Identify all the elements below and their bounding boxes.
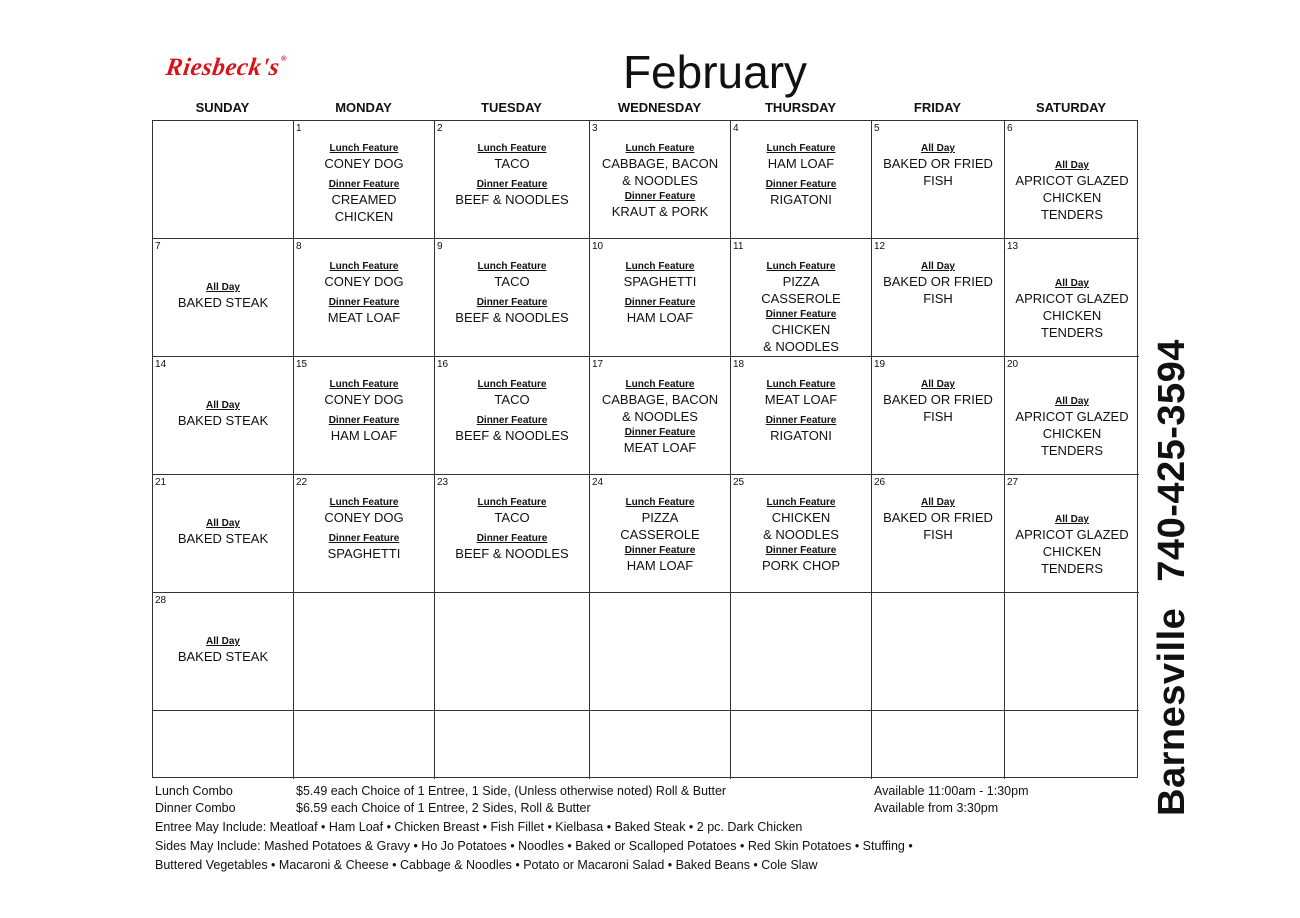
lunch-feature-label: Lunch Feature — [329, 379, 399, 390]
day-number: 24 — [592, 477, 604, 488]
day-menu — [872, 142, 1004, 189]
day-number: 13 — [1007, 241, 1019, 252]
dinner-feature-label: Dinner Feature — [476, 533, 548, 544]
calendar-day-cell — [872, 593, 1005, 711]
calendar-day-cell — [590, 711, 731, 779]
location-name: Barnesville — [1151, 607, 1193, 816]
all-day-label: All Day — [206, 400, 240, 411]
dinner-combo-label: Dinner Combo — [155, 801, 236, 815]
day-menu — [153, 399, 293, 429]
dinner-dish: BEEF & NOODLES — [455, 546, 569, 561]
day-menu — [731, 142, 871, 208]
lunch-dish: CHICKEN & NOODLES — [763, 510, 839, 542]
dinner-dish: PORK CHOP — [761, 558, 840, 573]
lunch-dish: TACO — [494, 156, 530, 171]
all-day-label: All Day — [921, 261, 955, 272]
calendar-day-cell — [1005, 475, 1139, 593]
day-menu — [153, 517, 293, 547]
weekday-sunday: SUNDAY — [195, 100, 250, 115]
lunch-dish: PIZZA CASSEROLE — [620, 510, 700, 542]
calendar-day-cell — [294, 239, 435, 357]
calendar-day-cell — [1005, 239, 1139, 357]
day-number: 21 — [155, 477, 167, 488]
lunch-dish: TACO — [494, 510, 530, 525]
calendar-day-cell — [731, 357, 872, 475]
lunch-dish: SPAGHETTI — [623, 274, 697, 289]
calendar-day-cell — [294, 121, 435, 239]
dinner-feature-label: Dinner Feature — [765, 545, 837, 556]
day-menu — [1005, 277, 1139, 341]
all-day-dish: BAKED STEAK — [177, 413, 269, 428]
calendar-day-cell — [590, 121, 731, 239]
lunch-feature-label: Lunch Feature — [625, 261, 695, 272]
all-day-label: All Day — [1055, 514, 1089, 525]
lunch-dish: CONEY DOG — [324, 156, 404, 171]
calendar-day-cell — [872, 121, 1005, 239]
all-day-dish: BAKED STEAK — [177, 649, 269, 664]
lunch-feature-label: Lunch Feature — [625, 497, 695, 508]
all-day-dish: APRICOT GLAZED CHICKEN TENDERS — [1015, 173, 1129, 222]
dinner-dish: BEEF & NOODLES — [455, 310, 569, 325]
calendar-day-cell — [153, 239, 294, 357]
sides-options-line-2: Buttered Vegetables • Macaroni & Cheese • Cabbage & Noodles • Potato or Macaroni Salad • Baked Beans • Cole Slaw — [155, 858, 818, 872]
calendar-day-cell — [435, 239, 590, 357]
day-number: 2 — [437, 123, 443, 134]
calendar-day-cell — [731, 593, 872, 711]
calendar-day-cell — [153, 121, 294, 239]
day-menu — [590, 142, 730, 220]
calendar-grid — [152, 120, 1138, 778]
lunch-combo-description: $5.49 each Choice of 1 Entree, 1 Side, (Unless otherwise noted) Roll & Butter — [296, 784, 727, 798]
calendar-day-cell — [435, 593, 590, 711]
calendar-day-cell — [1005, 357, 1139, 475]
dinner-combo-availability: Available from 3:30pm — [874, 801, 999, 815]
weekday-tuesday: TUESDAY — [481, 100, 542, 115]
day-menu — [1005, 513, 1139, 577]
weekday-saturday: SATURDAY — [1035, 100, 1107, 115]
dinner-dish: HAM LOAF — [626, 310, 694, 325]
all-day-label: All Day — [921, 379, 955, 390]
dinner-dish: BEEF & NOODLES — [455, 428, 569, 443]
dinner-feature-label: Dinner Feature — [765, 415, 837, 426]
day-number: 28 — [155, 595, 167, 606]
dinner-feature-label: Dinner Feature — [328, 533, 400, 544]
calendar-day-cell — [590, 475, 731, 593]
calendar-day-cell — [153, 475, 294, 593]
dinner-dish: KRAUT & PORK — [611, 204, 709, 219]
dinner-dish: BEEF & NOODLES — [455, 192, 569, 207]
dinner-feature-label: Dinner Feature — [624, 545, 696, 556]
calendar-day-cell — [1005, 593, 1139, 711]
all-day-label: All Day — [206, 518, 240, 529]
all-day-dish: APRICOT GLAZED CHICKEN TENDERS — [1015, 409, 1129, 458]
lunch-dish: TACO — [494, 392, 530, 407]
weekday-header-row — [152, 99, 1138, 117]
all-day-label: All Day — [1055, 278, 1089, 289]
day-number: 25 — [733, 477, 745, 488]
day-number: 6 — [1007, 123, 1013, 134]
dinner-dish: RIGATONI — [770, 428, 832, 443]
calendar-day-cell — [153, 357, 294, 475]
lunch-feature-label: Lunch Feature — [329, 497, 399, 508]
day-number: 11 — [733, 241, 744, 252]
day-number: 12 — [874, 241, 886, 252]
lunch-feature-label: Lunch Feature — [766, 497, 836, 508]
day-menu — [590, 378, 730, 456]
day-menu — [590, 260, 730, 326]
entree-options: Entree May Include: Meatloaf • Ham Loaf • Chicken Breast • Fish Fillet • Kielbasa • Baked Steak • 2 pc. Dark Chicken — [155, 820, 803, 834]
day-number: 9 — [437, 241, 443, 252]
lunch-feature-label: Lunch Feature — [766, 143, 836, 154]
day-menu — [590, 496, 730, 574]
calendar-day-cell — [294, 357, 435, 475]
day-menu — [294, 496, 434, 562]
all-day-label: All Day — [1055, 160, 1089, 171]
dinner-combo-row — [155, 800, 1115, 817]
day-menu — [872, 496, 1004, 543]
calendar-day-cell — [731, 475, 872, 593]
all-day-dish: BAKED OR FRIED FISH — [883, 274, 993, 306]
calendar-day-cell — [872, 475, 1005, 593]
calendar-day-cell — [435, 711, 590, 779]
page-title: February — [622, 46, 808, 98]
day-menu — [872, 378, 1004, 425]
calendar-day-cell — [872, 239, 1005, 357]
calendar-day-cell — [1005, 121, 1139, 239]
all-day-label: All Day — [921, 497, 955, 508]
day-menu — [153, 281, 293, 311]
dinner-feature-label: Dinner Feature — [476, 297, 548, 308]
day-menu — [731, 378, 871, 444]
day-number: 17 — [592, 359, 604, 370]
day-menu — [435, 378, 589, 444]
weekday-thursday: THURSDAY — [764, 100, 837, 115]
all-day-label: All Day — [921, 143, 955, 154]
lunch-feature-label: Lunch Feature — [477, 497, 547, 508]
all-day-dish: APRICOT GLAZED CHICKEN TENDERS — [1015, 291, 1129, 340]
brand-logo: Riesbeck's® — [164, 54, 288, 81]
calendar-day-cell — [731, 711, 872, 779]
dinner-dish: MEAT LOAF — [623, 440, 697, 455]
lunch-combo-availability: Available 11:00am - 1:30pm — [874, 784, 1029, 798]
lunch-feature-label: Lunch Feature — [625, 379, 695, 390]
lunch-dish: TACO — [494, 274, 530, 289]
all-day-label: All Day — [206, 636, 240, 647]
calendar-day-cell — [731, 121, 872, 239]
lunch-dish: PIZZA CASSEROLE — [761, 274, 841, 306]
location-phone-banner — [1152, 216, 1192, 816]
day-number: 4 — [733, 123, 739, 134]
calendar-day-cell — [294, 593, 435, 711]
calendar-day-cell — [590, 357, 731, 475]
lunch-feature-label: Lunch Feature — [766, 261, 836, 272]
lunch-dish: CONEY DOG — [324, 392, 404, 407]
day-number: 10 — [592, 241, 604, 252]
all-day-dish: BAKED OR FRIED FISH — [883, 392, 993, 424]
lunch-combo-label: Lunch Combo — [155, 784, 233, 798]
day-number: 16 — [437, 359, 449, 370]
day-menu — [872, 260, 1004, 307]
lunch-feature-label: Lunch Feature — [477, 379, 547, 390]
day-menu — [153, 635, 293, 665]
lunch-dish: CABBAGE, BACON & NOODLES — [601, 156, 719, 188]
day-number: 1 — [296, 123, 302, 134]
dinner-feature-label: Dinner Feature — [624, 191, 696, 202]
dinner-feature-label: Dinner Feature — [624, 297, 696, 308]
dinner-feature-label: Dinner Feature — [328, 415, 400, 426]
calendar-day-cell — [872, 711, 1005, 779]
sides-options-line-1: Sides May Include: Mashed Potatoes & Gravy • Ho Jo Potatoes • Noodles • Baked or Scalloped Potatoes • Red Skin Potatoes • Stuffing • — [155, 839, 913, 853]
all-day-label: All Day — [206, 282, 240, 293]
dinner-dish: CHICKEN & NOODLES — [763, 322, 839, 354]
calendar-day-cell — [153, 711, 294, 779]
dinner-feature-label: Dinner Feature — [328, 179, 400, 190]
lunch-feature-label: Lunch Feature — [329, 261, 399, 272]
all-day-label: All Day — [1055, 396, 1089, 407]
day-menu — [435, 260, 589, 326]
lunch-dish: HAM LOAF — [767, 156, 835, 171]
day-menu — [294, 378, 434, 444]
lunch-dish: CABBAGE, BACON & NOODLES — [601, 392, 719, 424]
dinner-dish: HAM LOAF — [330, 428, 398, 443]
day-number: 15 — [296, 359, 308, 370]
dinner-feature-label: Dinner Feature — [476, 415, 548, 426]
calendar-day-cell — [153, 593, 294, 711]
dinner-feature-label: Dinner Feature — [328, 297, 400, 308]
calendar-day-cell — [294, 711, 435, 779]
weekday-monday: MONDAY — [335, 100, 392, 115]
calendar-day-cell — [1005, 711, 1139, 779]
day-menu — [294, 142, 434, 225]
day-number: 19 — [874, 359, 886, 370]
day-number: 14 — [155, 359, 167, 370]
calendar-day-cell — [590, 593, 731, 711]
calendar-day-cell — [731, 239, 872, 357]
lunch-feature-label: Lunch Feature — [477, 143, 547, 154]
lunch-feature-label: Lunch Feature — [625, 143, 695, 154]
day-number: 7 — [155, 241, 161, 252]
day-menu — [294, 260, 434, 326]
dinner-dish: SPAGHETTI — [327, 546, 401, 561]
day-number: 3 — [592, 123, 598, 134]
all-day-dish: BAKED OR FRIED FISH — [883, 510, 993, 542]
all-day-dish: BAKED OR FRIED FISH — [883, 156, 993, 188]
weekday-friday: FRIDAY — [913, 100, 962, 115]
day-menu — [1005, 159, 1139, 223]
calendar-day-cell — [435, 357, 590, 475]
day-menu — [435, 496, 589, 562]
calendar-day-cell — [435, 475, 590, 593]
day-number: 23 — [437, 477, 449, 488]
day-number: 22 — [296, 477, 308, 488]
day-number: 27 — [1007, 477, 1019, 488]
dinner-feature-label: Dinner Feature — [624, 427, 696, 438]
dinner-dish: RIGATONI — [770, 192, 832, 207]
day-number: 8 — [296, 241, 302, 252]
dinner-dish: HAM LOAF — [626, 558, 694, 573]
calendar-day-cell — [872, 357, 1005, 475]
dinner-dish: CREAMED CHICKEN — [331, 192, 397, 224]
menu-footer — [155, 783, 1115, 874]
lunch-dish: CONEY DOG — [324, 274, 404, 289]
day-menu — [731, 260, 871, 355]
all-day-dish: BAKED STEAK — [177, 295, 269, 310]
lunch-feature-label: Lunch Feature — [477, 261, 547, 272]
day-menu — [1005, 395, 1139, 459]
day-menu — [435, 142, 589, 208]
dinner-feature-label: Dinner Feature — [765, 309, 837, 320]
day-menu — [731, 496, 871, 574]
weekday-wednesday: WEDNESDAY — [617, 100, 702, 115]
all-day-dish: APRICOT GLAZED CHICKEN TENDERS — [1015, 527, 1129, 576]
lunch-combo-row — [155, 783, 1115, 800]
lunch-dish: CONEY DOG — [324, 510, 404, 525]
day-number: 5 — [874, 123, 880, 134]
dinner-combo-description: $6.59 each Choice of 1 Entree, 2 Sides, Roll & Butter — [296, 801, 591, 815]
calendar-day-cell — [294, 475, 435, 593]
day-number: 26 — [874, 477, 886, 488]
dinner-feature-label: Dinner Feature — [765, 179, 837, 190]
all-day-dish: BAKED STEAK — [177, 531, 269, 546]
calendar-day-cell — [590, 239, 731, 357]
phone-number: 740-425-3594 — [1151, 339, 1193, 582]
lunch-dish: MEAT LOAF — [764, 392, 838, 407]
dinner-feature-label: Dinner Feature — [476, 179, 548, 190]
dinner-dish: MEAT LOAF — [327, 310, 401, 325]
calendar-day-cell — [435, 121, 590, 239]
lunch-feature-label: Lunch Feature — [329, 143, 399, 154]
day-number: 20 — [1007, 359, 1019, 370]
lunch-feature-label: Lunch Feature — [766, 379, 836, 390]
day-number: 18 — [733, 359, 745, 370]
